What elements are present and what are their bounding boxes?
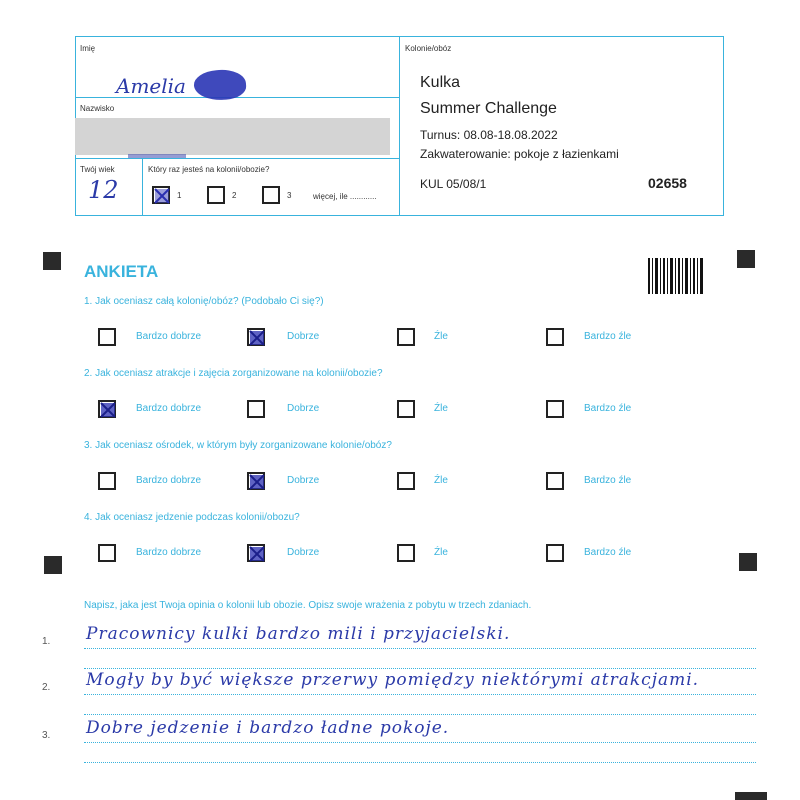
question-1-option-label-4: Bardzo źle: [584, 331, 632, 342]
question-4-option-label-2: Dobrze: [287, 547, 320, 558]
turnus-text: Turnus: 08.08-18.08.2022: [420, 128, 558, 142]
opinion-line-text[interactable]: Mogły by być większe przerwy pomiędzy niektórymi atrakcjami.: [86, 670, 700, 690]
first-name-value: Amelia: [116, 74, 186, 98]
age-divider-v: [142, 158, 143, 216]
accommodation-text: Zakwaterowanie: pokoje z łazienkami: [420, 147, 619, 161]
age-divider-h: [75, 158, 400, 159]
question-2-option-label-4: Bardzo źle: [584, 403, 632, 414]
question-2-option-label-3: Źle: [434, 403, 448, 414]
question-2-option-label-1: Bardzo dobrze: [136, 403, 202, 414]
bottom-right-registration-mark: [735, 792, 767, 800]
question-2-option-label-2: Dobrze: [287, 403, 320, 414]
opinion-dotted-line: [84, 648, 756, 649]
question-4-option-label-1: Bardzo dobrze: [136, 547, 202, 558]
times-label-1: 1: [177, 191, 182, 200]
question-1-option-label-2: Dobrze: [287, 331, 320, 342]
registration-mark-mid-left: [44, 556, 62, 574]
registration-mark-top-left: [43, 252, 61, 270]
opinion-dotted-line: [84, 668, 756, 669]
x-mark-icon: [248, 329, 266, 347]
question-3-text: 3. Jak oceniasz ośrodek, w którym były zorganizowane kolonie/obóz?: [84, 440, 392, 451]
last-name-label: Nazwisko: [80, 104, 115, 113]
question-1-checkbox-3[interactable]: [397, 328, 415, 346]
question-3-checkbox-2[interactable]: [247, 472, 265, 490]
opinion-line-number: 1.: [42, 636, 51, 647]
question-2-checkbox-4[interactable]: [546, 400, 564, 418]
question-2-checkbox-2[interactable]: [247, 400, 265, 418]
more-label: więcej, ile ............: [313, 192, 377, 201]
question-1-text: 1. Jak oceniasz całą kolonię/obóz? (Podobało Ci się?): [84, 296, 324, 307]
question-4-checkbox-4[interactable]: [546, 544, 564, 562]
times-checkbox-2[interactable]: [207, 186, 225, 204]
question-3-option-label-1: Bardzo dobrze: [136, 475, 202, 486]
barcode-icon: [648, 258, 704, 294]
question-2-checkbox-3[interactable]: [397, 400, 415, 418]
question-4-option-label-3: Źle: [434, 547, 448, 558]
opinion-dotted-line: [84, 694, 756, 695]
question-3-option-label-3: Źle: [434, 475, 448, 486]
question-4-checkbox-1[interactable]: [98, 544, 116, 562]
question-4-checkbox-2[interactable]: [247, 544, 265, 562]
question-4-option-label-4: Bardzo źle: [584, 547, 632, 558]
opinion-dotted-line: [84, 742, 756, 743]
question-2-text: 2. Jak oceniasz atrakcje i zajęcia zorganizowane na kolonii/obozie?: [84, 368, 383, 379]
opinion-line-number: 2.: [42, 682, 51, 693]
opinion-line-number: 3.: [42, 730, 51, 741]
opinion-dotted-line: [84, 714, 756, 715]
question-3-option-label-4: Bardzo źle: [584, 475, 632, 486]
times-checkbox-1[interactable]: [152, 186, 170, 204]
form-number: 02658: [648, 175, 687, 191]
question-1-option-label-3: Źle: [434, 331, 448, 342]
question-3-option-label-2: Dobrze: [287, 475, 320, 486]
opinion-line-text[interactable]: Pracownicy kulki bardzo mili i przyjacielski.: [86, 624, 511, 644]
question-3-checkbox-3[interactable]: [397, 472, 415, 490]
last-name-redaction: [75, 118, 390, 155]
survey-title: ANKIETA: [84, 262, 159, 281]
header-divider-vertical: [399, 36, 400, 216]
question-1-option-label-1: Bardzo dobrze: [136, 331, 202, 342]
question-4-checkbox-3[interactable]: [397, 544, 415, 562]
which-time-label: Który raz jesteś na kolonii/obozie?: [148, 165, 270, 174]
registration-mark-mid-right: [739, 553, 757, 571]
question-1-checkbox-4[interactable]: [546, 328, 564, 346]
question-3-checkbox-1[interactable]: [98, 472, 116, 490]
times-checkbox-3[interactable]: [262, 186, 280, 204]
x-mark-icon: [99, 401, 117, 419]
question-2-checkbox-1[interactable]: [98, 400, 116, 418]
opinion-dotted-line: [84, 762, 756, 763]
times-label-2: 2: [232, 191, 237, 200]
camp-code: KUL 05/08/1: [420, 177, 487, 191]
question-4-text: 4. Jak oceniasz jedzenie podczas kolonii/obozu?: [84, 512, 300, 523]
question-1-checkbox-1[interactable]: [98, 328, 116, 346]
opinion-prompt: Napisz, jaka jest Twoja opinia o kolonii lub obozie. Opisz swoje wrażenia z pobytu w trzech zdaniach.: [84, 600, 532, 611]
question-3-checkbox-4[interactable]: [546, 472, 564, 490]
x-mark-icon: [248, 545, 266, 563]
camp-label: Kolonie/obóz: [405, 44, 452, 53]
camp-name-1: Kulka: [420, 74, 461, 91]
registration-mark-top-right: [737, 250, 755, 268]
first-name-label: Imię: [80, 44, 96, 53]
times-label-3: 3: [287, 191, 292, 200]
question-1-checkbox-2[interactable]: [247, 328, 265, 346]
camp-name-2: Summer Challenge: [420, 100, 557, 117]
opinion-line-text[interactable]: Dobre jedzenie i bardzo ładne pokoje.: [86, 718, 450, 738]
age-value: 12: [88, 176, 119, 204]
x-mark-icon: [153, 187, 171, 205]
x-mark-icon: [248, 473, 266, 491]
age-label: Twój wiek: [80, 165, 115, 174]
last-name-leak: [128, 154, 186, 158]
